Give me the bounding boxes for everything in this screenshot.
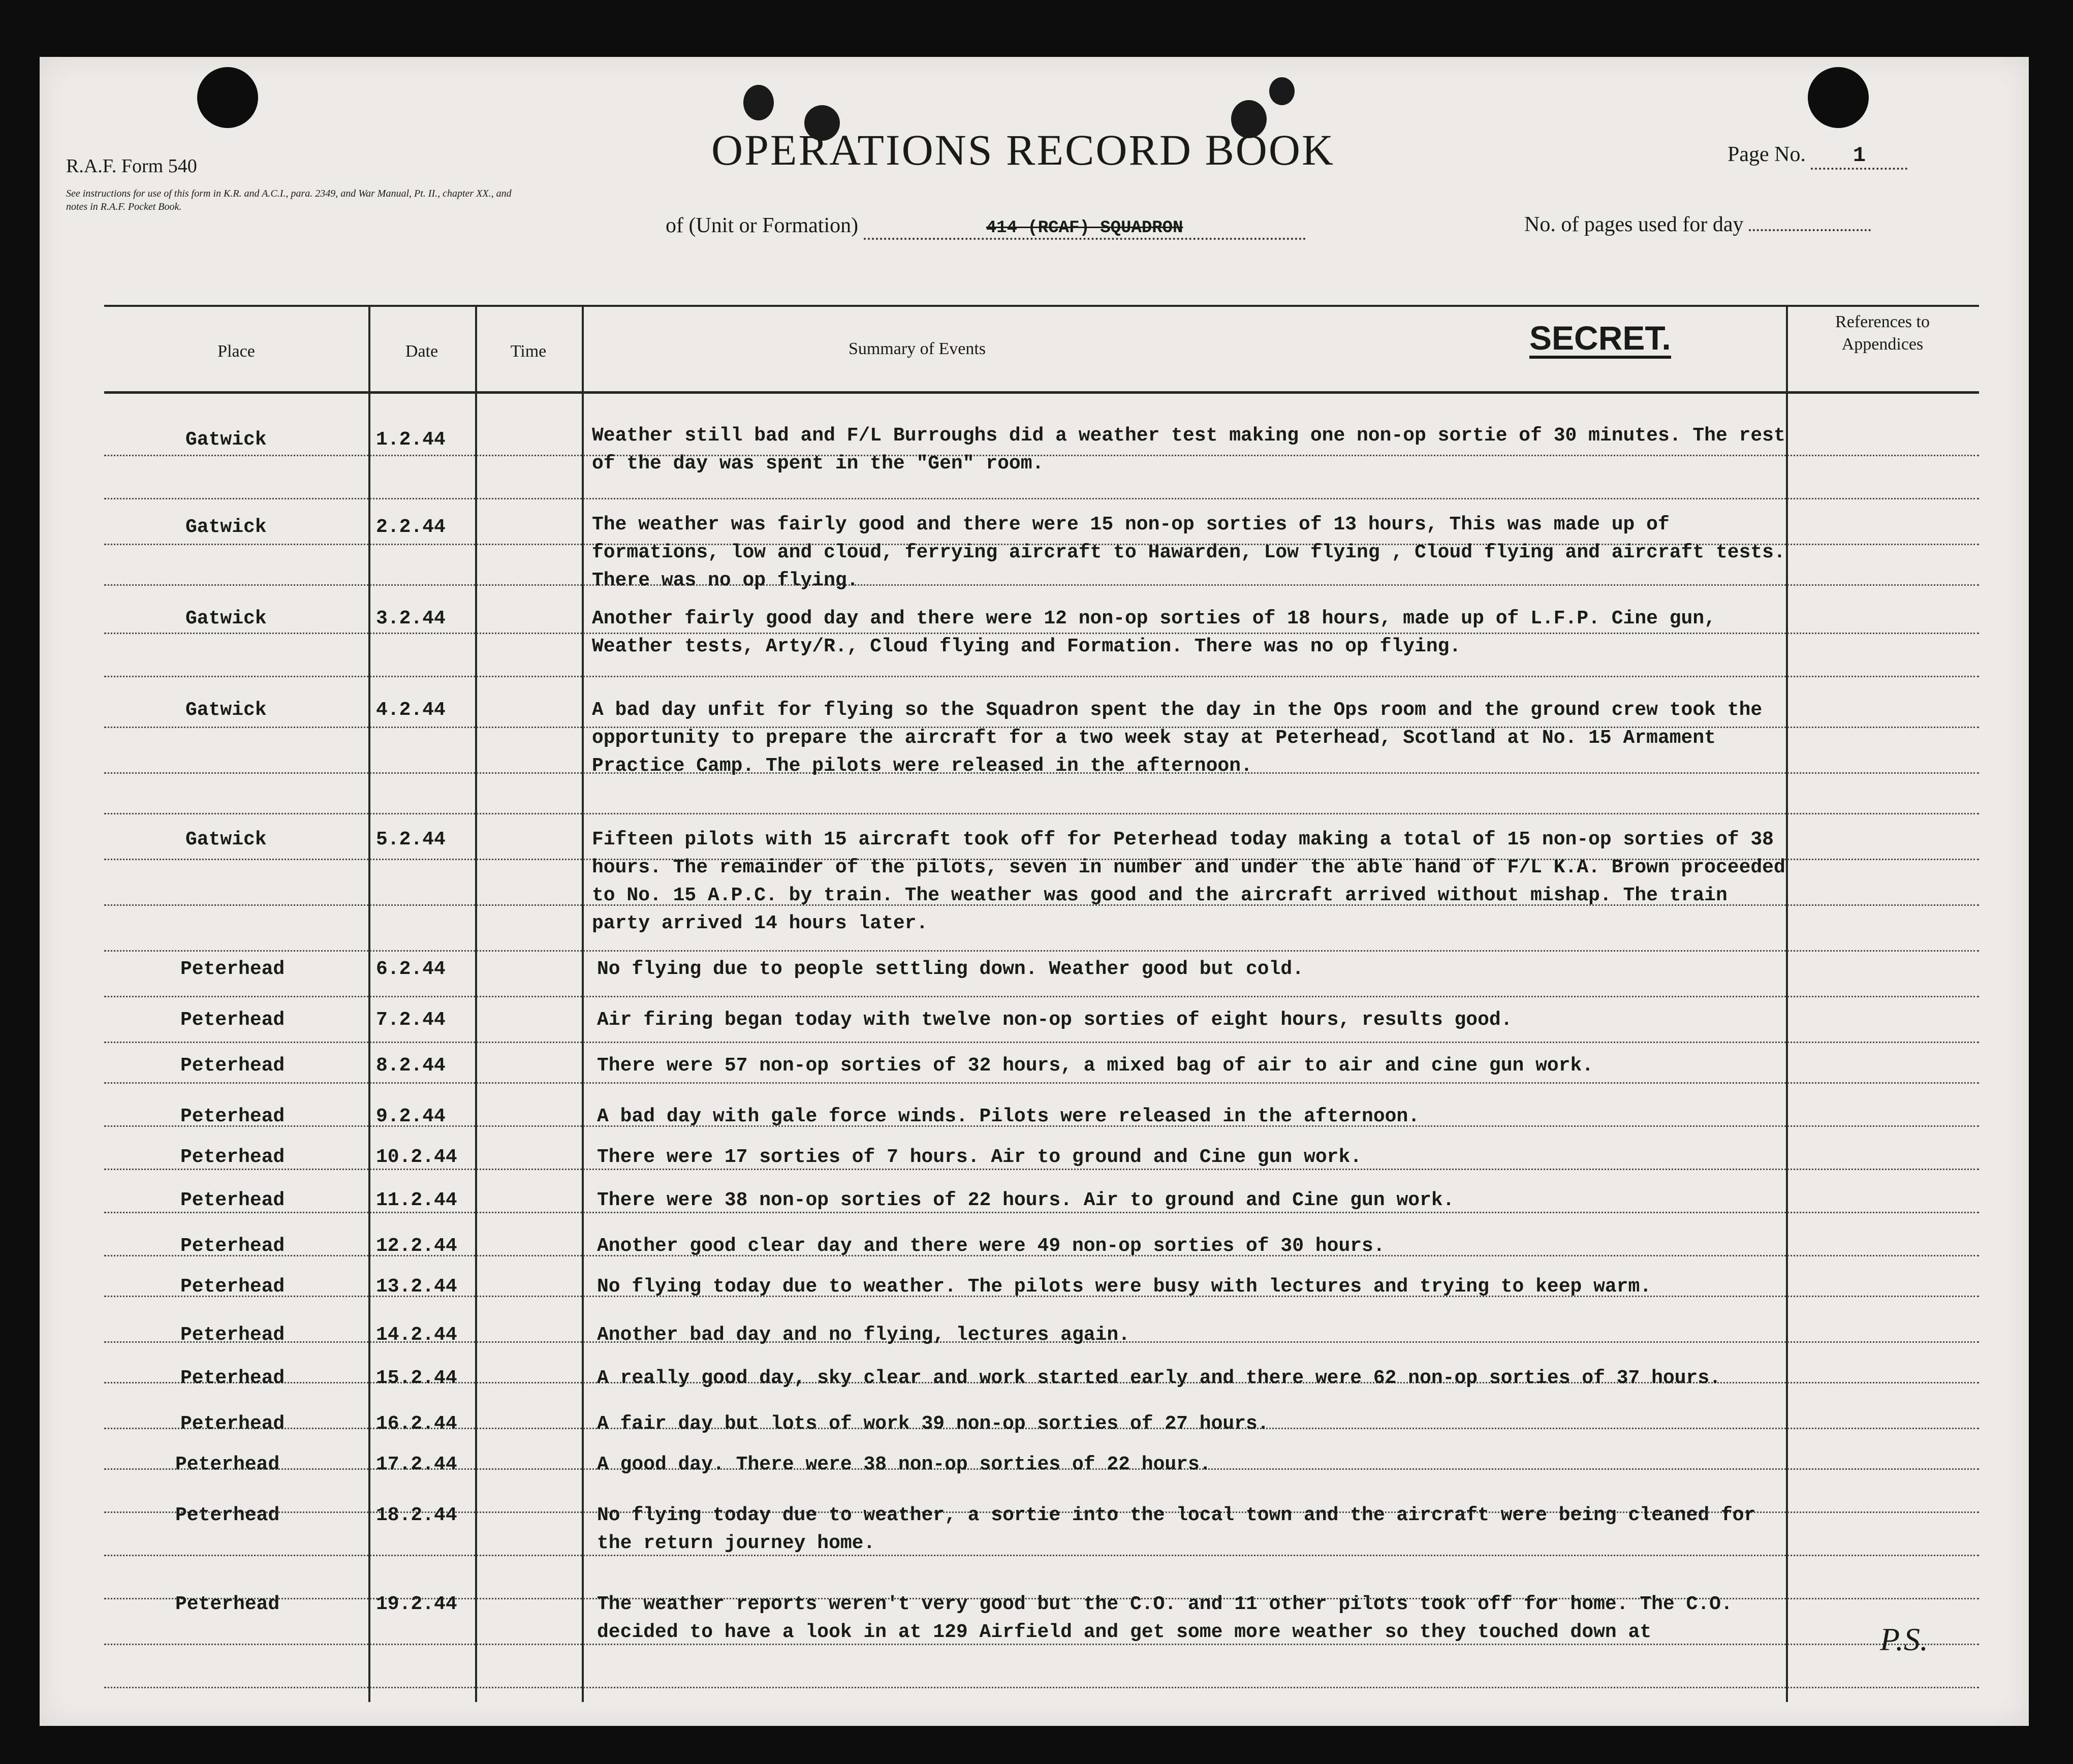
entry-place: Peterhead (180, 1235, 285, 1257)
entry-date: 17.2.44 (376, 1454, 457, 1475)
entry-date: 8.2.44 (376, 1055, 446, 1077)
entry-date: 10.2.44 (376, 1146, 457, 1168)
entry-place: Peterhead (180, 1367, 285, 1389)
entry-place: Gatwick (185, 699, 267, 721)
entry-place: Gatwick (185, 608, 267, 629)
entry-summary: A bad day with gale force winds. Pilots were released in the afternoon. (597, 1106, 1420, 1127)
entry-date: 13.2.44 (376, 1276, 457, 1298)
entry-place: Peterhead (175, 1454, 280, 1475)
entry-date: 16.2.44 (376, 1413, 457, 1435)
entry-place: Peterhead (180, 1055, 285, 1077)
pages-used-field (1524, 212, 1871, 237)
entry-place: Peterhead (180, 1009, 285, 1031)
entry-date: 1.2.44 (376, 429, 446, 451)
pages-used-label: No. of pages used for day (1524, 213, 1744, 236)
entry-date: 18.2.44 (376, 1504, 457, 1526)
entry-date: 19.2.44 (376, 1593, 457, 1615)
table-header-rule (104, 391, 1979, 394)
entry-summary: Weather still bad and F/L Burroughs did a weather test making one non-op sortie of 30 minutes. The rest of the day was spent in the "Gen" room. (592, 425, 1785, 475)
entry-date: 7.2.44 (376, 1009, 446, 1031)
entry-summary: The weather was fairly good and there were 15 non-op sorties of 13 hours, This was made up of formations, low and cloud, ferrying aircraft to Hawarden, Low flying , Cloud flying and aircraft tests. There was no op flying. (592, 514, 1785, 591)
entry-summary: Another good clear day and there were 49 non-op sorties of 30 hours. (597, 1235, 1385, 1257)
ink-blot (1269, 77, 1295, 105)
entry-place: Gatwick (185, 829, 267, 850)
entry-place: Peterhead (175, 1593, 280, 1615)
entry-summary: A bad day unfit for flying so the Squadron spent the day in the Ops room and the ground crew took the opportunity to prepare the aircraft for a two week stay at Peterhead, Scotland at No. 15 Armament Practice Camp. The pilots were released in the afternoon. (592, 699, 1763, 777)
column-header-summary: Summary of Events (848, 339, 986, 358)
entry-summary: A fair day but lots of work 39 non-op sorties of 27 hours. (597, 1413, 1269, 1435)
entry-summary: There were 57 non-op sorties of 32 hours, a mixed bag of air to air and cine gun work. (597, 1055, 1594, 1077)
entry-place: Gatwick (185, 516, 267, 538)
entry-place: Peterhead (180, 1106, 285, 1127)
entry-place: Peterhead (180, 1413, 285, 1435)
classification-stamp: SECRET. (1529, 320, 1671, 359)
entry-place: Peterhead (180, 1324, 285, 1346)
unit-field (666, 213, 1306, 240)
handwritten-initials: P.S. (1880, 1621, 1928, 1657)
entry-place: Peterhead (180, 1146, 285, 1168)
pages-used-value (1749, 229, 1871, 231)
entry-place: Peterhead (180, 1189, 285, 1211)
page-number-value: 1 (1811, 143, 1907, 170)
table-top-rule (104, 305, 1979, 307)
entry-summary: There were 38 non-op sorties of 22 hours. Air to ground and Cine gun work. (597, 1189, 1455, 1211)
entry-summary: Fifteen pilots with 15 aircraft took off for Peterhead today making a total of 15 non-op sorties of 38 hours. The remainder of the pilots, seven in number and under the able hand of F/L K.A. Brown proceeded to No. 15 A.P.C. by train. The weather was good and the aircraft arrived without mishap. The train party arrived 14 hours later. (592, 829, 1785, 934)
page-title: OPERATIONS RECORD BOOK (711, 125, 1335, 174)
column-divider (475, 305, 477, 1702)
entry-place: Peterhead (175, 1504, 280, 1526)
entry-summary: Another fairly good day and there were 12 non-op sorties of 18 hours, made up of L.F.P. Cine gun, Weather tests, Arty/R., Cloud flying and Formation. There was no op flying. (592, 608, 1716, 657)
page-number-field (1728, 142, 1907, 170)
punch-hole-left (197, 67, 258, 128)
entry-date: 12.2.44 (376, 1235, 457, 1257)
entry-date: 2.2.44 (376, 516, 446, 538)
entry-place: Gatwick (185, 429, 267, 451)
entry-date: 14.2.44 (376, 1324, 457, 1346)
entry-date: 11.2.44 (376, 1189, 457, 1211)
entry-place: Peterhead (180, 958, 285, 980)
ink-blot (743, 85, 774, 120)
entry-date: 6.2.44 (376, 958, 446, 980)
form-instructions: See instructions for use of this form in K.R. and A.C.I., para. 2349, and War Manual, Pt. II., chapter XX., and notes in R.A.F. Pocket Book. (66, 188, 512, 212)
entry-date: 5.2.44 (376, 829, 446, 850)
column-header-references: References to Appendices (1835, 312, 1930, 354)
entry-summary: No flying today due to weather. The pilots were busy with lectures and trying to keep warm. (597, 1276, 1652, 1298)
form-number: R.A.F. Form 540 (66, 155, 197, 177)
punch-hole-right (1808, 67, 1869, 128)
column-divider (582, 305, 584, 1702)
entry-summary: The weather reports weren't very good but the C.O. and 11 other pilots took off for home. The C.O. decided to have a look in at 129 Airfield and get some more weather so they touched down at (597, 1593, 1733, 1643)
column-header-date: Date (405, 342, 438, 361)
column-header-place: Place (217, 342, 255, 361)
entry-summary: No flying today due to weather, a sortie into the local town and the aircraft were being cleaned for the return journey home. (597, 1504, 1756, 1554)
entry-summary: No flying due to people settling down. Weather good but cold. (597, 958, 1304, 980)
entry-summary: Another bad day and no flying, lectures again. (597, 1324, 1130, 1346)
entry-summary: A really good day, sky clear and work started early and there were 62 non-op sorties of 37 hours. (597, 1367, 1721, 1389)
entry-date: 4.2.44 (376, 699, 446, 721)
page-number-label: Page No. (1728, 143, 1806, 166)
entry-place: Peterhead (180, 1276, 285, 1298)
entry-date: 9.2.44 (376, 1106, 446, 1127)
entry-summary: A good day. There were 38 non-op sorties of 22 hours. (597, 1454, 1211, 1475)
entry-date: 15.2.44 (376, 1367, 457, 1389)
entry-date: 3.2.44 (376, 608, 446, 629)
unit-value: 414 (RCAF) SQUADRON (864, 218, 1306, 240)
column-divider (368, 305, 370, 1702)
entry-summary: There were 17 sorties of 7 hours. Air to ground and Cine gun work. (597, 1146, 1362, 1168)
column-header-time: Time (510, 342, 547, 361)
entry-summary: Air firing began today with twelve non-op sorties of eight hours, results good. (597, 1009, 1513, 1031)
unit-label: of (Unit or Formation) (666, 214, 859, 237)
